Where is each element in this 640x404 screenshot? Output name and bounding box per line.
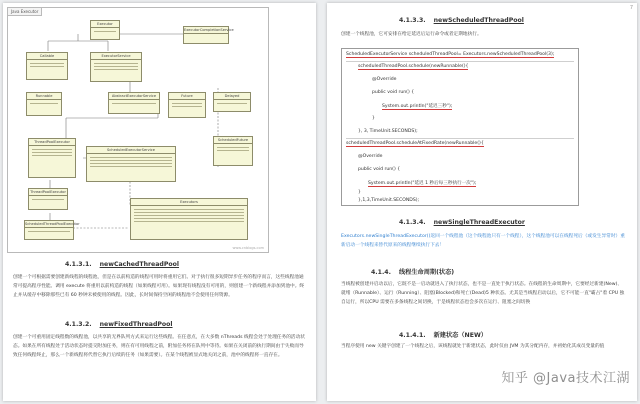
section-heading: 4.1.3.1. newCachedThreadPool <box>65 261 179 268</box>
section-heading: 4.1.3.4. newSingleThreadExecutor <box>399 219 525 226</box>
uml-class-box: ThreadPoolExecutor <box>28 188 68 210</box>
uml-class-box: ScheduledExecutorService <box>86 146 176 182</box>
uml-class-box: ExecutorService <box>90 52 142 82</box>
paragraph: 当线程被创建并启动以后，它既不是一启动就进入了执行状态，也不是一直处于执行状态。在线程的生命周期中，它要经过新建(New)、就绪（Runnable）、运行（Running）、阻塞(Blocked)和死亡(Dead)5 种状态。尤其是当线程启动以后，它不可能一直"霸占"着 CPU 独自运行，所以CPU 需要在多条线程之间切换，于是线程状态也会多次在运行、阻塞之间切换 <box>341 282 625 306</box>
section-heading: 4.1.4. 线程生命周期(状态) <box>371 269 455 276</box>
uml-class-box: Future <box>168 92 206 118</box>
section-heading: 4.1.3.2. newFixedThreadPool <box>65 321 173 328</box>
uml-class-box: Executor <box>90 20 120 40</box>
page-number: 7 <box>629 5 633 11</box>
paragraph: 创建一个线程池，它可安排在给定延迟后运行命令或者定期地执行。 <box>341 32 482 37</box>
right-page <box>327 3 637 401</box>
code-block <box>341 48 579 206</box>
code-line: scheduledThreadPool.schedule(newRunnable(){ <box>358 64 469 69</box>
uml-class-box: Delayed <box>213 92 251 112</box>
uml-class-box: Executors <box>130 198 248 240</box>
uml-class-box: ThreadPoolExecutor <box>28 138 76 178</box>
left-page <box>3 3 316 401</box>
paragraph: Executors.newSingleThreadExecutor()返回一个线程池（这个线程池只有一个线程），这个线程池可以在线程死后（或发生异常时）重新启动一个线程来替代原来的线程继续执行下去！ <box>341 234 625 249</box>
uml-class-box: Runnable <box>26 92 62 116</box>
uml-class-box: AbstractExecutorService <box>108 92 160 114</box>
uml-class-box: ExecutorCompletionService <box>183 26 229 44</box>
section-heading: 4.1.3.3. newScheduledThreadPool <box>399 17 524 24</box>
code-line: } <box>372 116 375 121</box>
code-line: public void run() { <box>372 90 415 95</box>
uml-class-diagram <box>7 7 269 253</box>
code-line: } <box>358 190 361 195</box>
code-line: },1,3,TimeUnit.SECONDS); <box>358 198 420 203</box>
paragraph: 当程序使用 new 关键字创建了一个线程之后，该线程就处于新建状态，此时仅由 JVM 为其分配内存，并初始化其成员变量的值 <box>341 344 605 349</box>
code-line: public void run() { <box>358 167 401 172</box>
paragraph: 创建一个可根据需要创建新线程的线程池，但是在以前构造的线程可用时将重用它们。对于执行很多短期异步任务的程序而言，这些线程池通常可提高程序性能。调用 execute 将重用以前构造的线程（如果线程可用）。如果现有线程没有可用的，则创建一个新线程并添加到池中。终止并从缓存中移除那些已有 60 秒钟未被使用的线程。因此，长时间保持空闲的线程池不会使用任何资源。 <box>13 275 305 299</box>
code-line: @Override <box>372 77 397 82</box>
uml-class-box: Callable <box>26 52 68 80</box>
diagram-tab: Java Executor <box>8 8 42 16</box>
code-line: System.out.println("延迟三秒"); <box>382 104 453 109</box>
code-line: ScheduledExecutorService scheduledThreadPool= Executors.newScheduledThreadPool(3); <box>346 52 555 57</box>
code-line: scheduledThreadPool.scheduleAtFixedRate(newRunnable(){ <box>346 141 484 146</box>
code-line: @Override <box>358 154 383 159</box>
code-line: }, 3, TimeUnit.SECONDS); <box>358 129 418 134</box>
diagram-watermark: www.cnblogs.com <box>232 246 264 250</box>
uml-class-box: ScheduledThreadPoolExecutor <box>24 220 74 240</box>
code-line: System.out.println("延迟 1 秒后每三秒执行一次"); <box>368 181 477 186</box>
paragraph: 创建一个可重用固定线程数的线程池，以共享的无界队列方式来运行这些线程。在任意点，在大多数 nThreads 线程会处于处理任务的活动状态。如果在所有线程处于活动状态时提交附加任务，则在有可用线程之前，附加任务将在队列中等待。如果在关闭前的执行期间由于失败而导致任何线程终止，那么一个新线程将代替它执行后续的任务（如果需要）。在某个线程被显式地关闭之前，池中的线程将一直存在。 <box>13 335 305 359</box>
section-heading: 4.1.4.1. 新建状态（NEW） <box>399 332 487 339</box>
uml-class-box: ScheduledFuture <box>213 136 253 166</box>
watermark-text: 知乎 @Java技术江湖 <box>501 371 630 386</box>
